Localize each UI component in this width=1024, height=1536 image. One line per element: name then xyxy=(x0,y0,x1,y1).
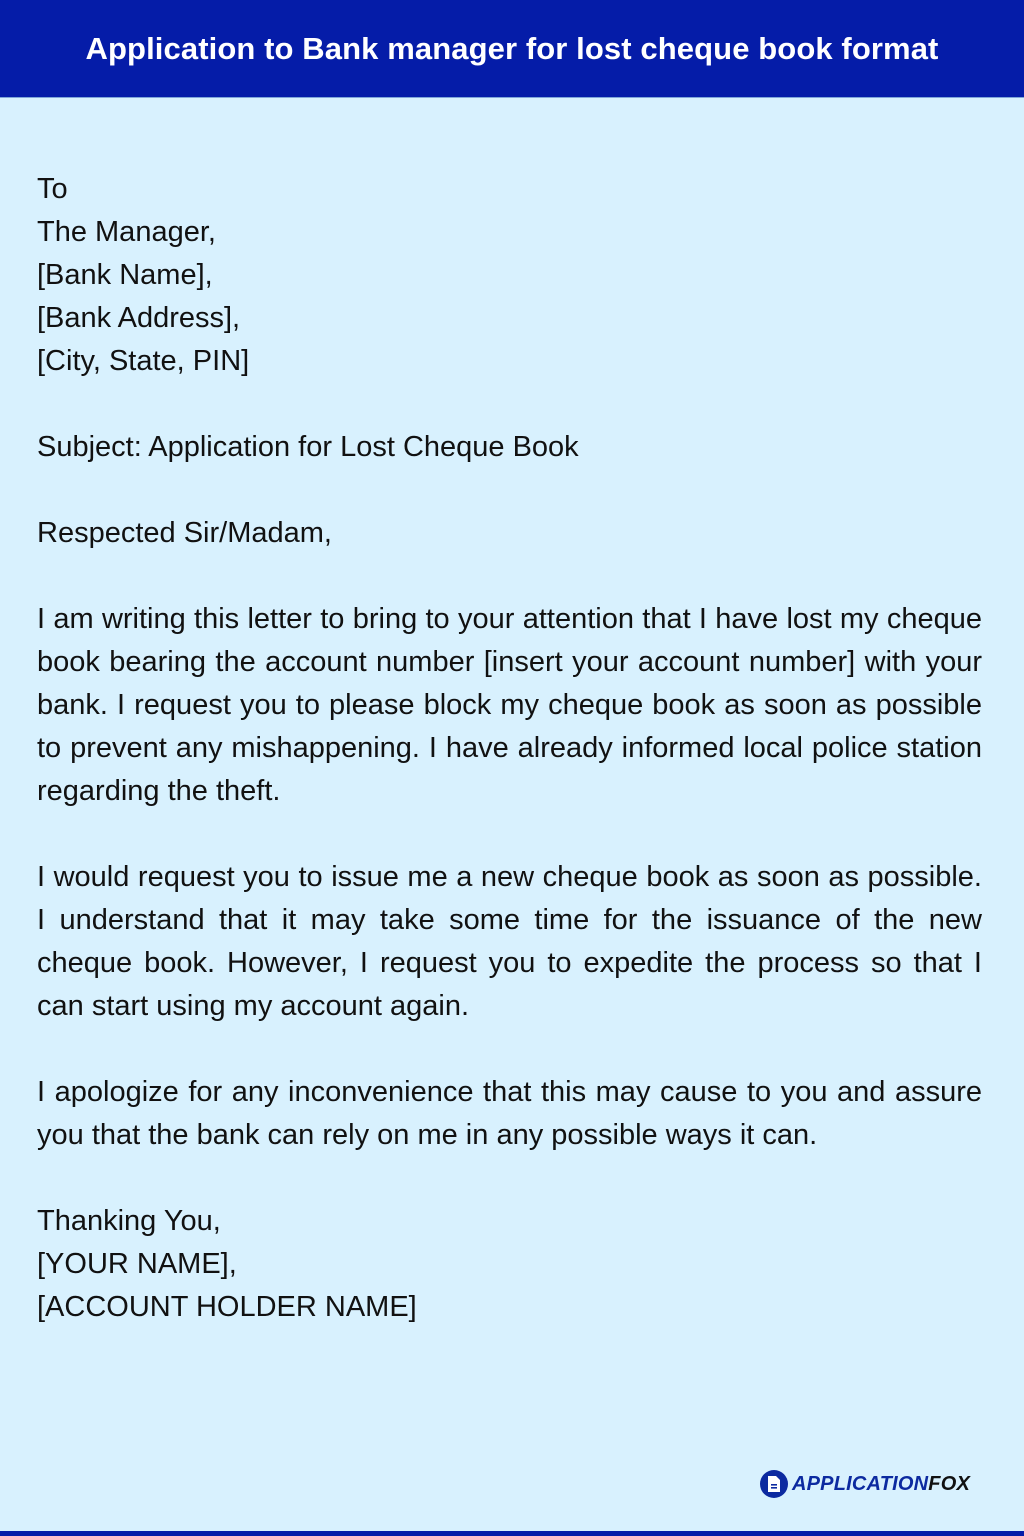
logo-text-primary: APPLICATION xyxy=(792,1472,929,1495)
body-paragraph-1: I am writing this letter to bring to your attention that I have lost my cheque book bearing the account number [insert your account number] with your bank. I request you to please block my cheque book as soon as possible to prevent any mishappening. I have already informed local police station regarding the theft. xyxy=(37,603,982,807)
closing-your-name: [YOUR NAME], xyxy=(37,1248,237,1280)
header-banner xyxy=(0,0,1024,98)
salutation: Respected Sir/Madam, xyxy=(37,517,332,549)
address-line-bank-address: [Bank Address], xyxy=(37,302,241,334)
closing-block xyxy=(37,1200,982,1329)
applicationfox-logo xyxy=(760,1470,970,1498)
letter-body xyxy=(37,168,982,1329)
body-paragraph-2: I would request you to issue me a new cheque book as soon as possible. I understand that it may take some time for the issuance of the new cheque book. However, I request you to expedite the process so that I can start using my account again. xyxy=(37,861,982,1022)
closing-account-holder: [ACCOUNT HOLDER NAME] xyxy=(37,1291,417,1323)
bottom-border xyxy=(0,1531,1024,1536)
document-icon xyxy=(760,1470,788,1498)
page-title: Application to Bank manager for lost cheque book format xyxy=(85,30,939,66)
address-line-city: [City, State, PIN] xyxy=(37,345,250,377)
logo-text-secondary: FOX xyxy=(928,1472,970,1495)
subject-line: Subject: Application for Lost Cheque Book xyxy=(37,431,579,463)
address-line-bank-name: [Bank Name], xyxy=(37,259,213,291)
body-paragraph-3: I apologize for any inconvenience that this may cause to you and assure you that the bank can rely on me in any possible ways it can. xyxy=(37,1076,982,1151)
address-line-recipient: The Manager, xyxy=(37,216,216,248)
address-line-to: To xyxy=(37,173,68,205)
closing-thanks: Thanking You, xyxy=(37,1205,221,1237)
address-block xyxy=(37,168,982,383)
logo-text xyxy=(792,1473,970,1496)
